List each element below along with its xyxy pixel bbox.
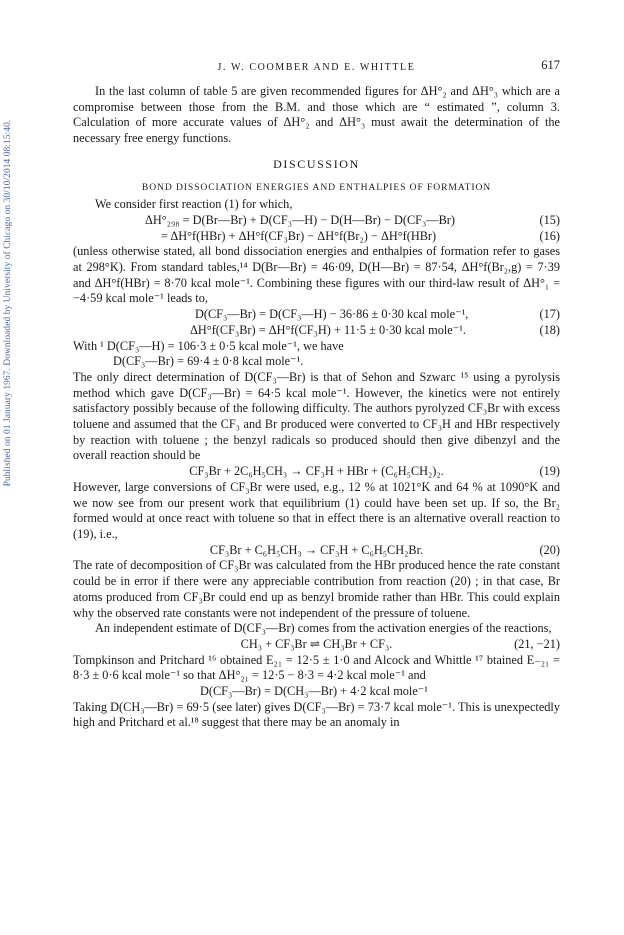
however-paragraph: However, large conversions of CF₃Br were used, e.g., 12 % at 1021°K and 64 % at 1090°K and we now see from our present work that equilibrium (1) could have been set up. If so, the Br₂ formed would at once react with toluene so that in effect there is an alternative overall reaction to (19), i.e., [73,479,560,541]
result-line [73,354,560,370]
section-title: DISCUSSION [273,156,360,171]
equation-16-text: = ΔH°f(HBr) + ΔH°f(CF₃Br) − ΔH°f(Br₂) − ΔH°f(HBr) [161,228,437,243]
equation-18-number: (18) [539,322,560,337]
equation-15 [73,213,560,229]
equation-21 [73,637,560,653]
equation-15-number: (15) [539,212,560,227]
equation-20 [73,543,560,559]
equation-18-text: ΔH°f(CF₃Br) = ΔH°f(CF₃H) + 11·5 ± 0·30 kcal mole⁻¹. [190,322,466,337]
equation-21-text: CH₃ + CF₃Br ⇌ CH₃Br + CF₃. [240,636,393,651]
subsection-title: BOND DISSOCIATION ENERGIES AND ENTHALPIES OF FORMATION [141,181,492,193]
article-page [73,60,560,731]
equation-20-number: (20) [539,542,560,557]
equation-17 [73,307,560,323]
equation-20-text: CF₃Br + C₆H₅CH₃ → CF₃H + C₆H₅CH₂Br. [209,542,424,557]
running-head: J. W. COOMBER AND E. WHITTLE [217,62,416,73]
with-line [73,339,560,355]
publication-note: Published on 01 January 1967. Downloaded by University of Chicago on 30/10/2014 08:15:40. [3,119,13,487]
equation-22-text: D(CF₃—Br) = D(CH₃—Br) + 4·2 kcal mole⁻¹ [200,684,428,699]
equation-19-number: (19) [539,464,560,479]
equation-16-number: (16) [539,228,560,243]
page-header [73,60,560,84]
equation-15-text: ΔH°₂₉₈ = D(Br—Br) + D(CF₃—H) − D(H—Br) − D(CF₃—Br) [145,212,455,227]
with-line-text: With ¹ D(CF₃—H) = 106·3 ± 0·5 kcal mole⁻¹, we have [73,338,344,353]
equation-19 [73,464,560,480]
only-paragraph: The only direct determination of D(CF₃—Br) is that of Sehon and Szwarc ¹⁵ using a pyrolysis method which gave D(CF₃—Br) = 64·5 kcal mole⁻¹. However, the kinetics were not entirely satisfactory possibly because of the following difficulty. The authors pyrolyzed CF₃Br with excess toluene and assumed that the CF₃ and Br produced were converted to CF₃H and HBr respectively by reaction with toluene ; the benzyl radicals so produced should then give dibenzyl and the overall reaction should be [73,369,560,463]
page-number: 617 [541,58,560,72]
unless-paragraph: (unless otherwise stated, all bond dissociation energies and enthalpies of formation refer to gases at 298°K). From standard tables,¹⁴ D(Br—Br) = 46·09, D(H—Br) = 87·54, ΔH°f(Br₂,g) = 7·39 and ΔH°f(HBr) = 8·70 kcal mole⁻¹. Combining these figures with our third-law result of ΔH°₁ = −4·59 kcal mole⁻¹ leads to, [73,244,560,306]
intro-paragraph: In the last column of table 5 are given recommended figures for ΔH°₂ and ΔH°₃ which are a compromise between those from the B.M. and those which are “ estimated ”, column 3. Calculation of more accurate values of ΔH°₂ and ΔH°₃ must await the determination of the necessary free energy functions. [73,84,560,146]
equation-17-text: D(CF₃—Br) = D(CF₃—H) − 36·86 ± 0·30 kcal mole⁻¹, [195,307,469,322]
tompkinson-paragraph: Tompkinson and Pritchard ¹⁶ obtained E₂₁ = 12·5 ± 1·0 and Alcock and Whittle ¹⁷ btained E₋₂₁ = 8·3 ± 0·6 kcal mole⁻¹ so that ΔH°₂₁ = 12·5 − 8·3 = 4·2 kcal mole⁻¹ and [73,652,560,683]
equation-17-number: (17) [539,307,560,322]
consider-line: We consider first reaction (1) for which, [95,197,293,212]
publication-watermark [0,0,16,935]
independent-paragraph: An independent estimate of D(CF₃—Br) comes from the activation energies of the reactions, [95,621,552,636]
equation-16 [73,229,560,245]
taking-paragraph: Taking D(CH₃—Br) = 69·5 (see later) gives D(CF₃—Br) = 73·7 kcal mole⁻¹. This is unexpectedly high and Pritchard et al.¹⁸ suggest that there may be an anomaly in [73,699,560,730]
equation-21-number: (21, −21) [514,636,560,651]
rate-paragraph: The rate of decomposition of CF₃Br was calculated from the HBr produced hence the rate constant could be in error if there were any appreciable contribution from reaction (20) ; in that case, Br atoms produced from CF₃Br could end up as benzyl bromide rather than HBr. This could explain why the observed rate constants were not independent of the pressure of toluene. [73,558,560,620]
equation-22 [73,684,560,700]
equation-18 [73,323,560,339]
equation-19-text: CF₃Br + 2C₆H₅CH₃ → CF₃H + HBr + (C₆H₅CH₂)₂. [189,464,444,479]
result-line-text: D(CF₃—Br) = 69·4 ± 0·8 kcal mole⁻¹. [113,354,304,369]
